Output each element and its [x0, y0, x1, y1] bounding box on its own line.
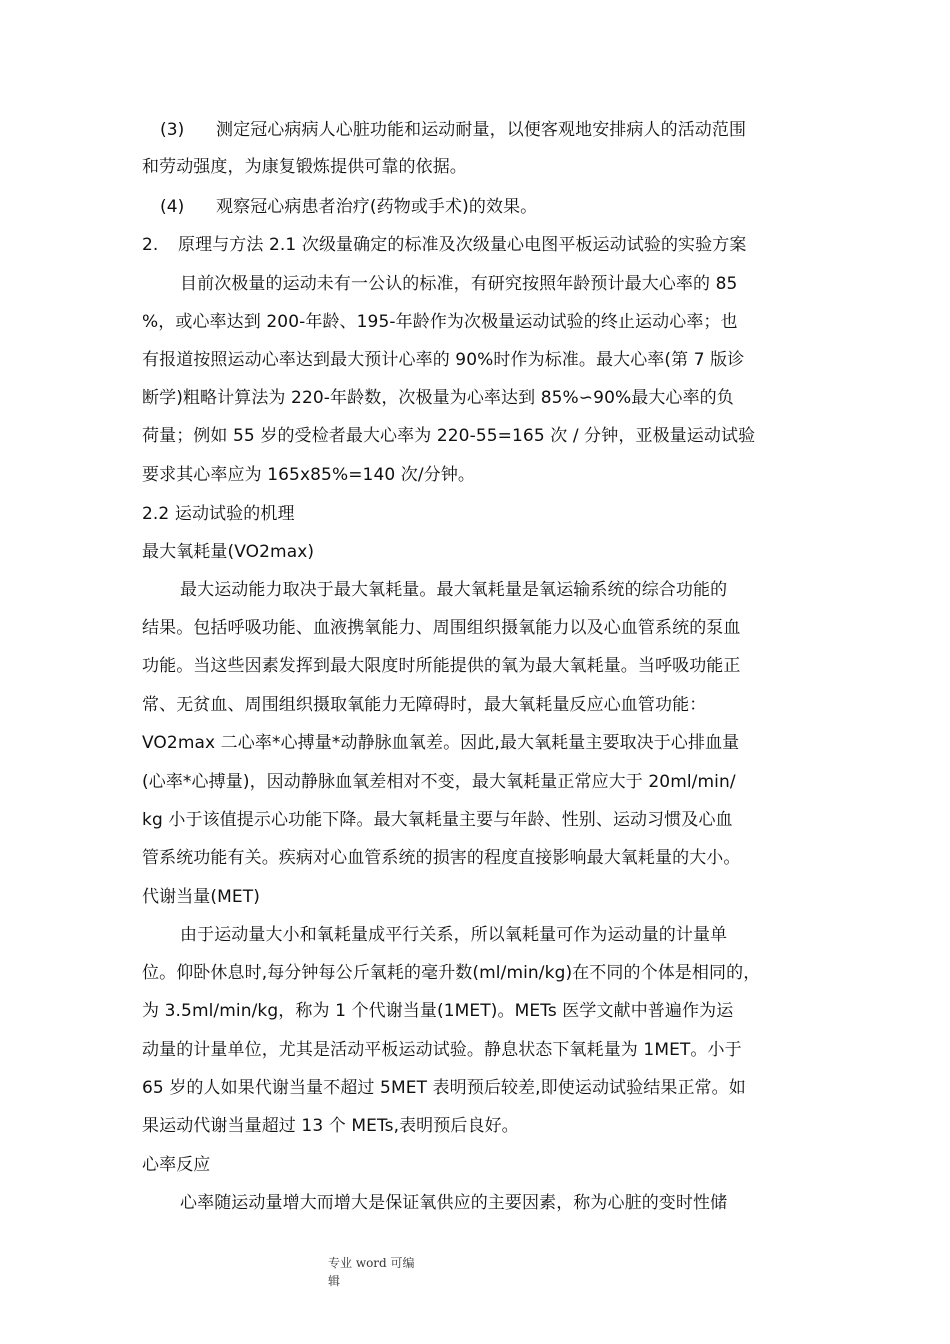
paragraph-line: 断学)粗略计算法为 220-年龄数，次极量为心率达到 85%∽90%最大心率的负 [142, 388, 734, 408]
paragraph-line: (心率*心搏量)，因动静脉血氧差相对不变，最大氧耗量正常应大于 20ml/min/ [142, 772, 736, 792]
list-item-3 [160, 119, 746, 141]
paragraph-line: kg 小于该值提示心功能下降。最大氧耗量主要与年龄、性别、运动习惯及心血 [142, 810, 733, 830]
footer-watermark-line-2: 辑 [328, 1274, 341, 1288]
paragraph-line: 位。仰卧休息时,每分钟每公斤氧耗的毫升数(ml/min/kg)在不同的个体是相同的， [142, 963, 761, 983]
list-number: (3) [160, 120, 185, 140]
paragraph-line: 功能。当这些因素发挥到最大限度时所能提供的氧为最大氧耗量。当呼吸功能正 [142, 656, 741, 676]
paragraph-line: 果运动代谢当量超过 13 个 METs,表明预后良好。 [142, 1116, 519, 1136]
section-heading-text: 原理与方法 2.1 次级量确定的标准及次级量心电图平板运动试验的实验方案 [178, 235, 747, 255]
paragraph-line: 最大运动能力取决于最大氧耗量。最大氧耗量是氧运输系统的综合功能的 [180, 580, 728, 600]
paragraph-line: 荷量；例如 55 岁的受检者最大心率为 220-55=165 次 / 分钟，亚极量运动试验 [142, 426, 756, 446]
paragraph-line: 管系统功能有关。疾病对心血管系统的损害的程度直接影响最大氧耗量的大小。 [142, 848, 741, 868]
paragraph-line: 目前次极量的运动未有一公认的标准，有研究按照年龄预计最大心率的 85 [180, 274, 738, 294]
paragraph-line: 为 3.5ml/min/kg，称为 1 个代谢当量(1MET)。METs 医学文献中普遍作为运 [142, 1001, 734, 1021]
paragraph-line: 常、无贫血、周围组织摄取氧能力无障碍时，最大氧耗量反应心血管功能： [142, 695, 707, 715]
footer-watermark-line-1: 专业 word 可编 [328, 1256, 415, 1270]
subsection-heading: 最大氧耗量(VO2max) [142, 542, 315, 562]
subsection-heading: 心率反应 [142, 1155, 211, 1175]
paragraph-line: 结果。包括呼吸功能、血液携氧能力、周围组织摄氧能力以及心血管系统的泵血 [142, 618, 741, 638]
paragraph-line: 心率随运动量增大而增大是保证氧供应的主要因素，称为心脏的变时性储 [180, 1193, 728, 1213]
subsection-heading: 2.2 运动试验的机理 [142, 504, 295, 524]
subsection-heading: 代谢当量(MET) [142, 887, 260, 907]
paragraph-text: 观察冠心病患者治疗(药物或手术)的效果。 [216, 197, 538, 217]
paragraph-line: 和劳动强度，为康复锻炼提供可靠的依据。 [142, 157, 467, 177]
paragraph-line: 动量的计量单位，尤其是活动平板运动试验。静息状态下氧耗量为 1MET。小于 [142, 1040, 742, 1060]
paragraph-text: 测定冠心病病人心脏功能和运动耐量，以便客观地安排病人的活动范围 [216, 120, 747, 140]
paragraph-line: 由于运动量大小和氧耗量成平行关系，所以氧耗量可作为运动量的计量单 [180, 925, 728, 945]
section-number: 2. [142, 235, 159, 255]
paragraph-line: 要求其心率应为 165x85%=140 次/分钟。 [142, 465, 476, 485]
paragraph-line: %，或心率达到 200-年龄、195-年龄作为次极量运动试验的终止运动心率；也 [142, 312, 738, 332]
paragraph-line: VO2max 二心率*心搏量*动静脉血氧差。因此,最大氧耗量主要取决于心排血量 [142, 733, 740, 753]
list-item-4 [160, 196, 537, 218]
section-heading-2 [142, 234, 746, 256]
list-number: (4) [160, 197, 185, 217]
paragraph-line: 65 岁的人如果代谢当量不超过 5MET 表明预后较差,即使运动试验结果正常。如 [142, 1078, 746, 1098]
paragraph-line: 有报道按照运动心率达到最大预计心率的 90%时作为标准。最大心率(第 7 版诊 [142, 350, 745, 370]
